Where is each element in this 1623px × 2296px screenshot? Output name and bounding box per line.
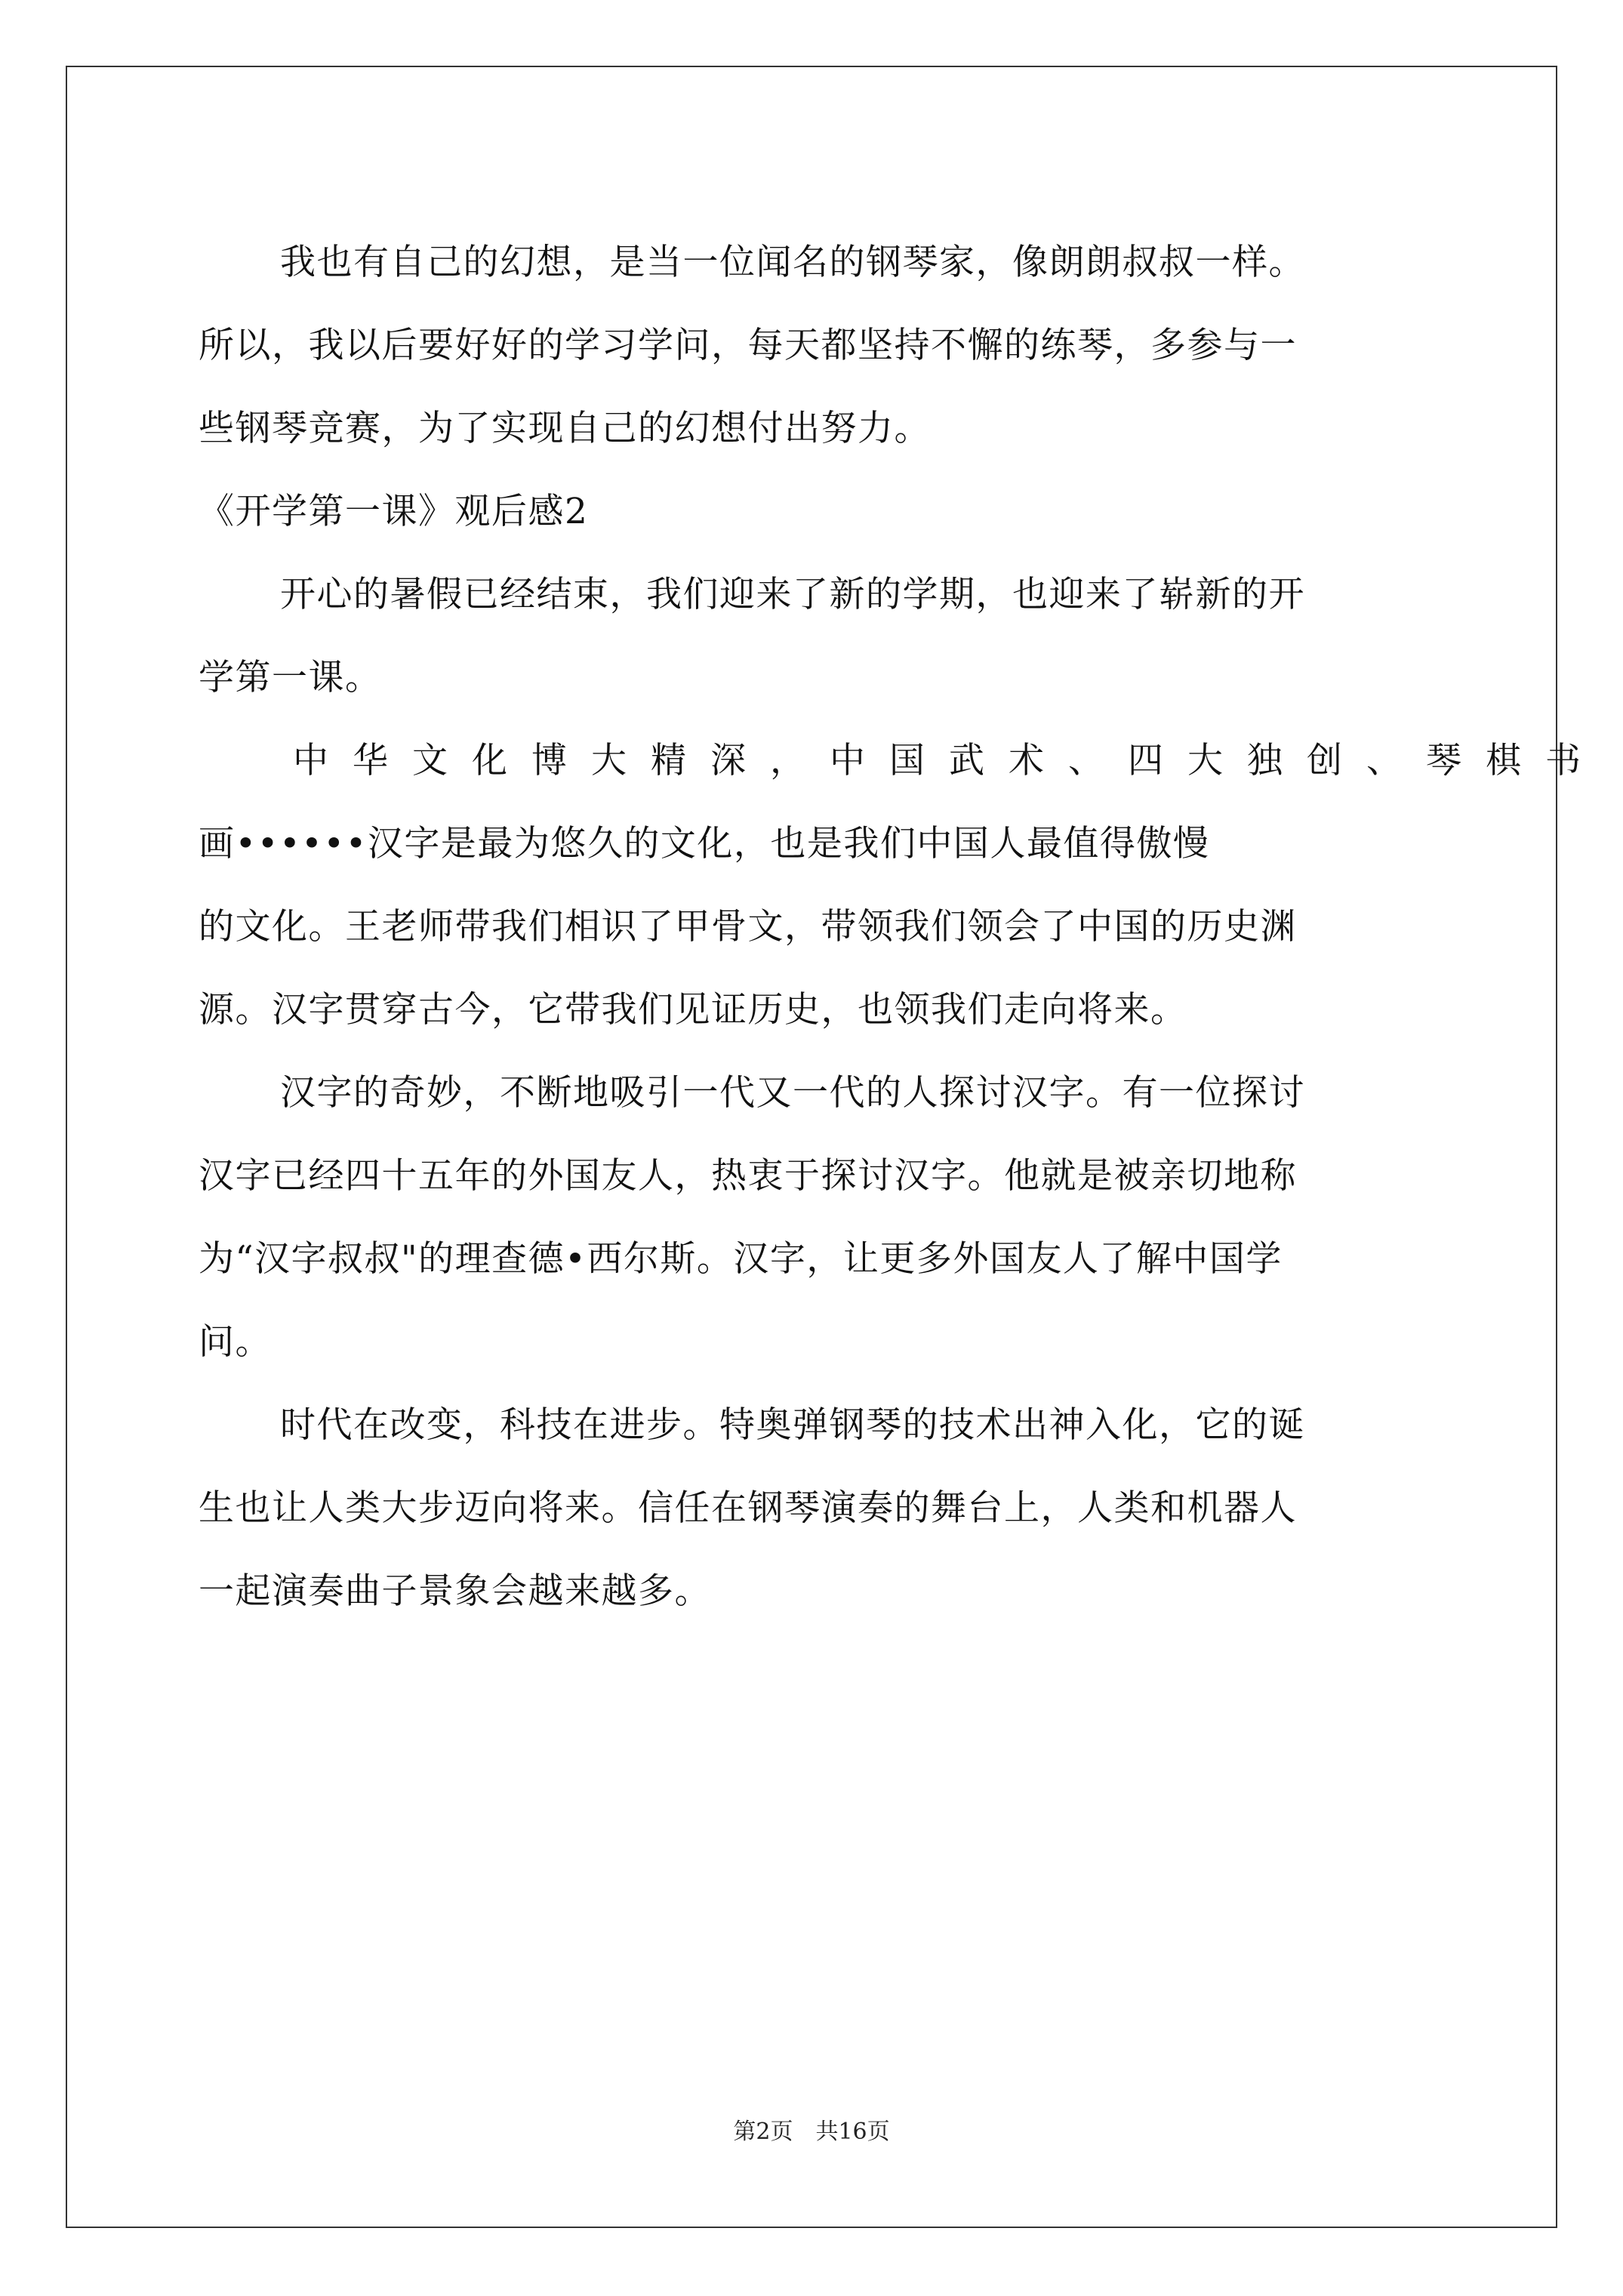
text-line: 源。汉字贯穿古今，它带我们见证历史，也领我们走向将来。 bbox=[199, 989, 1187, 1031]
page-total: 共16页 bbox=[815, 2119, 890, 2145]
text-line: 问。 bbox=[199, 1321, 272, 1363]
paragraph-2 bbox=[199, 553, 1435, 720]
document-body bbox=[199, 221, 1605, 1633]
section-heading: 《开学第一课》观后感2 bbox=[199, 491, 589, 532]
text-line: 所以，我以后要好好的学习学问，每天都坚持不懈的练琴，多参与一 bbox=[199, 325, 1297, 366]
text-line: 我也有自己的幻想，是当一位闻名的钢琴家，像朗朗叔叔一样。 bbox=[280, 242, 1305, 283]
text-line: 中华文化博大精深，中国武术、四大独创、琴棋书 bbox=[293, 740, 1605, 781]
text-line: 画••••••汉字是最为悠久的文化，也是我们中国人最值得傲慢 bbox=[199, 823, 1210, 864]
paragraph-1 bbox=[199, 221, 1435, 470]
text-line: 时代在改变，科技在进步。特奥弹钢琴的技术出神入化，它的诞 bbox=[280, 1404, 1305, 1446]
text-line: 生也让人类大步迈向将来。信任在钢琴演奏的舞台上，人类和机器人 bbox=[199, 1487, 1297, 1529]
page-number: 第2页 bbox=[733, 2119, 793, 2145]
text-line: 的文化。王老师带我们相识了甲骨文，带领我们领会了中国的历史渊 bbox=[199, 906, 1297, 948]
paragraph-5 bbox=[199, 1384, 1435, 1633]
text-line: 为“汉字叔叔"的理查德•西尔斯。汉字，让更多外国友人了解中国学 bbox=[199, 1238, 1283, 1280]
text-line: 汉字已经四十五年的外国友人，热衷于探讨汉字。他就是被亲切地称 bbox=[199, 1155, 1297, 1197]
paragraph-3 bbox=[199, 720, 1605, 1052]
text-line: 开心的暑假已经结束，我们迎来了新的学期，也迎来了崭新的开 bbox=[280, 574, 1305, 615]
text-line: 些钢琴竞赛，为了实现自己的幻想付出努力。 bbox=[199, 408, 931, 449]
paragraph-4 bbox=[199, 1052, 1435, 1384]
text-line: 汉字的奇妙，不断地吸引一代又一代的人探讨汉字。有一位探讨 bbox=[280, 1072, 1305, 1114]
text-line: 一起演奏曲子景象会越来越多。 bbox=[199, 1570, 711, 1612]
text-line: 学第一课。 bbox=[199, 657, 382, 698]
page-footer bbox=[0, 2113, 1623, 2146]
